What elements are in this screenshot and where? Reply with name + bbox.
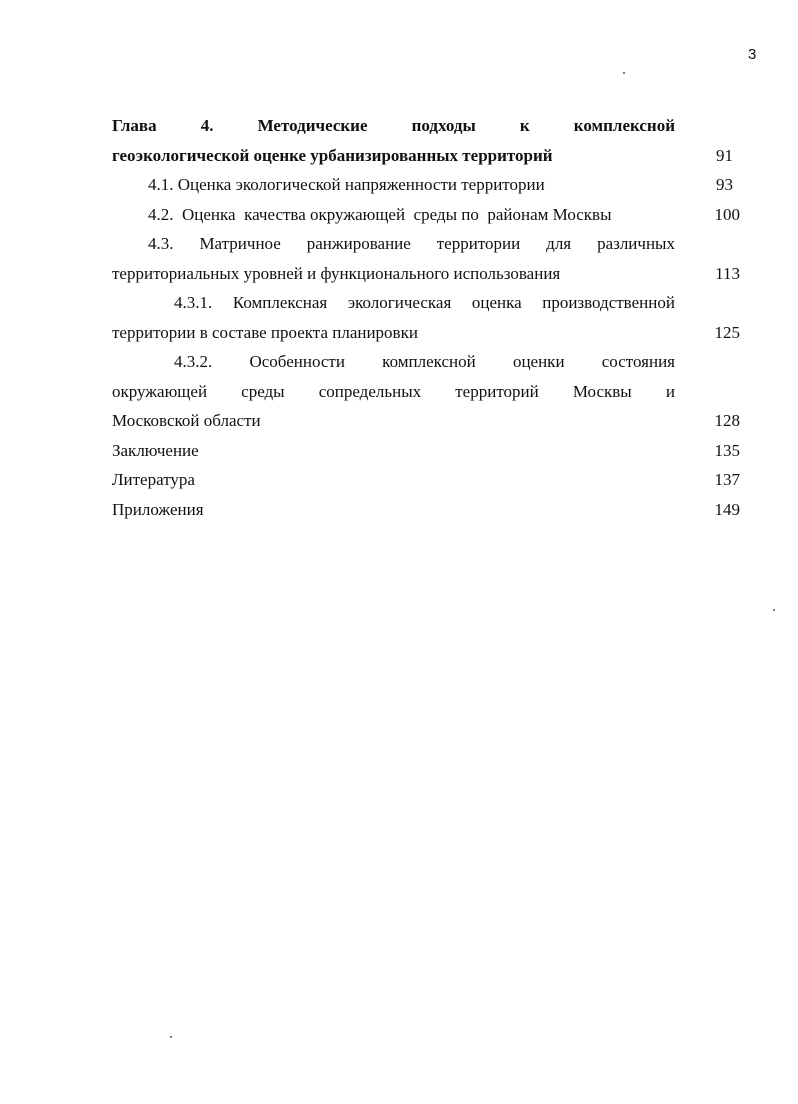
toc-word: Глава xyxy=(112,116,157,135)
toc-page-number: 113 xyxy=(715,263,740,283)
toc-line xyxy=(112,436,740,466)
toc-word: ранжирование xyxy=(306,234,411,253)
scan-speck xyxy=(773,609,775,611)
toc-word: и xyxy=(665,381,675,401)
toc-word: Особенности xyxy=(249,352,345,371)
toc-word: комплексной xyxy=(573,116,675,135)
toc-word: к xyxy=(519,116,530,135)
toc-entry-literature[interactable] xyxy=(112,465,740,495)
toc-page-number: 91 xyxy=(716,145,733,165)
toc-word: окружающей xyxy=(112,381,208,401)
page-number: 3 xyxy=(748,46,757,63)
toc-page-number: 128 xyxy=(714,411,740,430)
toc-line xyxy=(112,259,740,289)
toc-title: территории в составе проекта планировки xyxy=(112,322,418,342)
toc-word: Комплексная xyxy=(232,293,328,312)
toc-word: оценки xyxy=(512,352,565,371)
toc-title: 4.1. Оценка экологической напряженности территории xyxy=(148,175,545,194)
toc-word: Методические xyxy=(257,116,368,135)
toc-title: Московской области xyxy=(112,411,261,430)
toc-entry-4-3-2[interactable] xyxy=(112,347,740,436)
toc-word: 4.3.1. xyxy=(174,293,213,312)
toc-title: 4.2. Оценка качества окружающей среды по районам Москвы xyxy=(148,204,612,224)
scan-speck xyxy=(170,1036,172,1038)
toc-title: Заключение xyxy=(112,440,199,460)
toc-line xyxy=(112,406,740,436)
toc-word: состояния xyxy=(601,352,675,371)
toc-page-number: 125 xyxy=(714,322,740,342)
toc-entry-4-3[interactable] xyxy=(112,229,740,288)
toc-entry-appendices[interactable] xyxy=(112,495,740,525)
toc-word: Матричное xyxy=(199,234,281,253)
toc-page-number: 137 xyxy=(714,470,740,489)
toc-word: оценка xyxy=(471,293,522,312)
toc-line xyxy=(112,170,740,200)
toc-entry-4-2[interactable] xyxy=(112,200,740,230)
toc-line xyxy=(112,229,675,259)
toc-line xyxy=(112,288,675,318)
toc-word: 4.3. xyxy=(148,234,174,253)
toc-word: производственной xyxy=(542,293,675,312)
toc-word: территорий xyxy=(455,381,539,401)
toc-word: территории xyxy=(436,234,521,253)
toc-word: комплексной xyxy=(382,352,476,371)
scan-speck xyxy=(623,72,625,74)
toc-title: Приложения xyxy=(112,499,204,519)
toc-page-number: 149 xyxy=(714,499,740,519)
toc-word: 4.3.2. xyxy=(174,352,213,371)
toc-title: Литература xyxy=(112,470,195,489)
toc-line xyxy=(112,495,740,525)
toc-word: для xyxy=(546,234,572,253)
toc-word: сопредельных xyxy=(318,381,422,401)
toc-title: территориальных уровней и функционального использования xyxy=(112,263,561,283)
toc-entry-conclusion[interactable] xyxy=(112,436,740,466)
toc-word: различных xyxy=(597,234,675,253)
toc-line xyxy=(112,377,675,407)
toc-entry-chapter-4[interactable] xyxy=(112,111,740,170)
toc-word: подходы xyxy=(411,116,476,135)
toc-entry-4-3-1[interactable] xyxy=(112,288,740,347)
toc-page-number: 93 xyxy=(716,175,733,194)
toc-line xyxy=(112,111,675,141)
toc-word: 4. xyxy=(200,116,214,135)
toc-line xyxy=(112,200,740,230)
toc-entry-4-1[interactable] xyxy=(112,170,740,200)
toc-page-number: 135 xyxy=(714,440,740,460)
table-of-contents xyxy=(112,111,740,524)
toc-line xyxy=(112,141,740,171)
toc-line xyxy=(112,347,675,377)
toc-word: экологическая xyxy=(347,293,452,312)
toc-page-number: 100 xyxy=(714,204,740,224)
toc-word: Москвы xyxy=(572,381,632,401)
toc-line xyxy=(112,318,740,348)
toc-line xyxy=(112,465,740,495)
toc-word: среды xyxy=(241,381,285,401)
toc-title: геоэкологической оценке урбанизированных территорий xyxy=(112,145,553,165)
